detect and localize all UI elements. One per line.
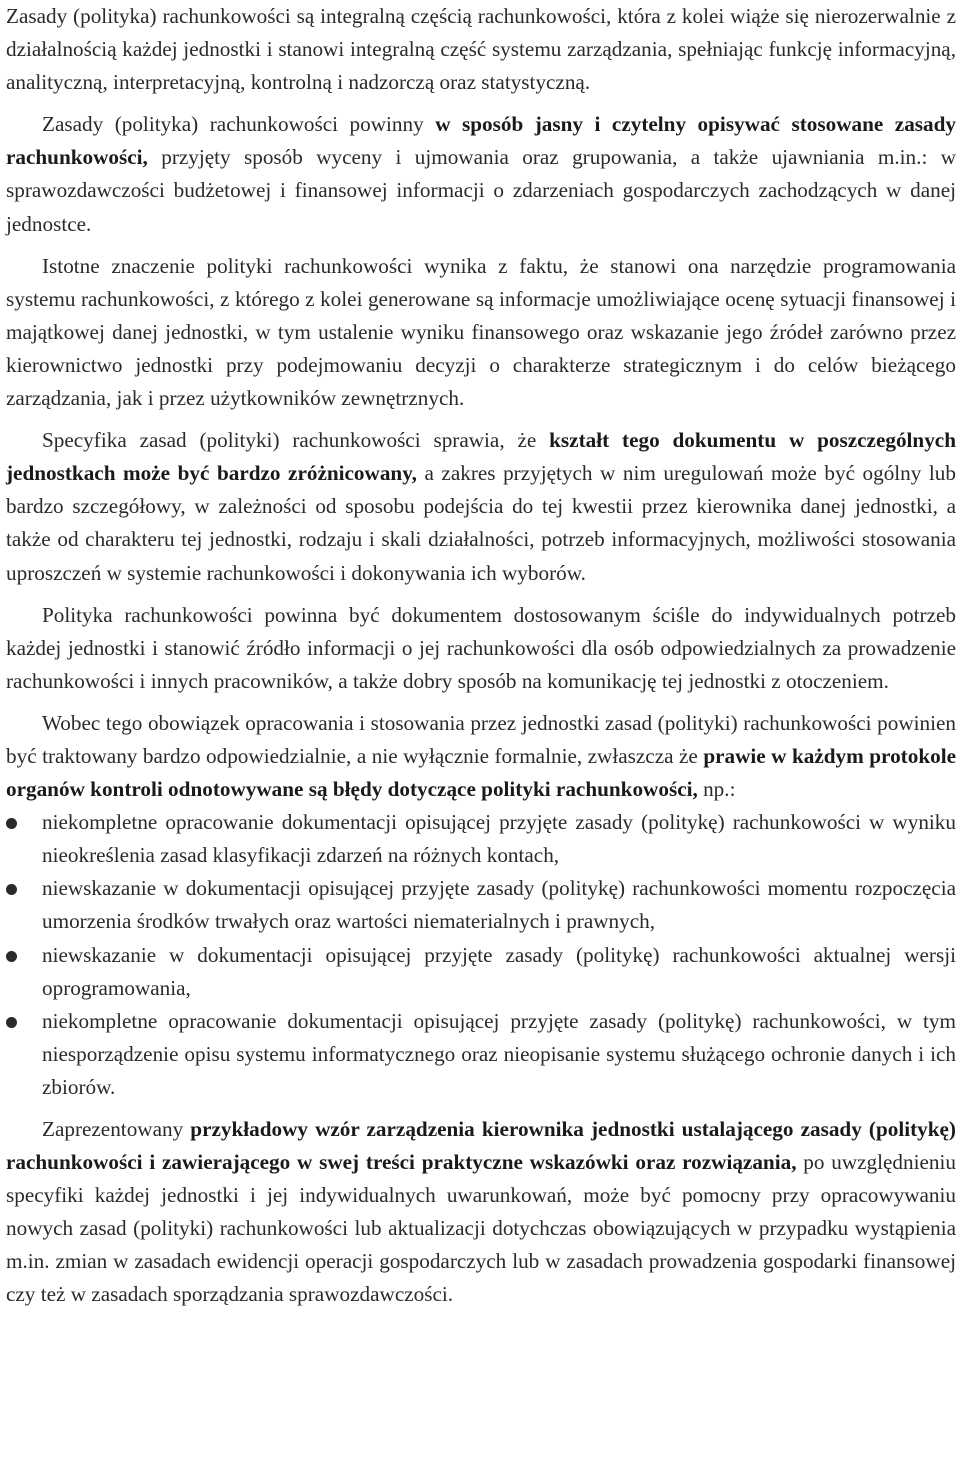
text-run: Specyfika zasad (polityki) rachunkowości sprawia, że — [42, 428, 550, 453]
bold-text-run: prawie w każdym protokole organów kontroli odnotowywane są błędy dotyczące polityki rachunkowości, — [6, 743, 956, 802]
bold-text-run: przykładowy wzór zarządzenia kierownika jednostki ustalającego zasady (politykę) rachunkowości i zawierającego w swej treści praktyczne wskazówki oraz rozwiązania, — [6, 1117, 956, 1175]
bullet-icon — [6, 951, 17, 962]
paragraph-intro — [6, 0, 956, 99]
list-item — [6, 806, 956, 872]
bold-text-run: w sposób jasny i czytelny opisywać stosowane zasady rachunkowości, — [6, 112, 956, 170]
list-item — [6, 1005, 956, 1104]
bold-text-run: kształt tego dokumentu w poszczególnych jednostkach może być bardzo zróżnicowany, — [6, 428, 956, 486]
text-run: Zaprezentowany — [42, 1117, 191, 1141]
paragraph-closing — [6, 1113, 956, 1312]
text-run: Zasady (polityka) rachunkowości są integralną częścią rachunkowości, która z kolei wiąże się nierozerwalnie z działalnością każdej jednostki i stanowi integralną część systemu zarządzania, spełniając funkcję informacyjną, analityczną, interpretacyjną, kontrolną i nadzorczą oraz statystyczną. — [6, 4, 956, 95]
bullet-icon — [6, 818, 17, 829]
list-item — [6, 939, 956, 1005]
bullet-icon — [6, 1017, 17, 1028]
text-run: Istotne znaczenie polityki rachunkowości wynika z faktu, że stanowi ona narzędzie programowania systemu rachunkowości, z którego z kolei generowane są informacje umożliwiające ocenę sytuacji finansowej i majątkowej danej jednostki, w tym ustalenie wyniku finansowego oraz wskazanie jego źródeł zarówno przez kierownictwo jednostki przy podejmowaniu decyzji o charakterze strategicznym i do celów bieżącego zarządzania, jak i przez użytkowników zewnętrznych. — [6, 253, 956, 411]
text-run: np.: — [697, 777, 736, 802]
text-run: przyjęty sposób wyceny i ujmowania oraz grupowania, a także ujawniania m.in.: w sprawozdawczości budżetowej i finansowej informacji o zdarzeniach gospodarczych zachodzących w danej jednostce. — [6, 145, 956, 236]
paragraph-significance — [6, 250, 956, 415]
paragraph-specificity — [6, 424, 956, 589]
list-item-text: niekompletne opracowanie dokumentacji opisującej przyjęte zasady (politykę) rachunkowości w wyniku nieokreślenia zasad klasyfikacji zdarzeń na różnych kontach, — [42, 810, 956, 868]
error-list — [6, 806, 956, 1104]
list-item-text: niewskazanie w dokumentacji opisującej przyjęte zasady (politykę) rachunkowości momentu rozpoczęcia umorzenia środków trwałych oraz wartości niematerialnych i prawnych, — [42, 876, 956, 934]
text-run: Polityka rachunkowości powinna być dokumentem dostosowanym ściśle do indywidualnych potrzeb każdej jednostki i stanowić źródło informacji o jej rachunkowości dla osób odpowiedzialnych za prowadzenie rachunkowości i innych pracowników, a także dobry sposób na komunikację tej jednostki z otoczeniem. — [6, 602, 956, 693]
paragraph-clarity — [6, 108, 956, 240]
bullet-icon — [6, 884, 17, 895]
list-item-text: niewskazanie w dokumentacji opisującej przyjęte zasady (politykę) rachunkowości aktualnej wersji oprogramowania, — [42, 942, 956, 1000]
text-run: Zasady (polityka) rachunkowości powinny — [42, 112, 436, 137]
paragraph-obligation — [6, 707, 956, 806]
list-item-text: niekompletne opracowanie dokumentacji opisującej przyjęte zasady (politykę) rachunkowości, w tym niesporządzenie opisu systemu informatycznego oraz nieopisanie systemu służącego ochronie danych i ich zbiorów. — [42, 1008, 956, 1099]
document-page — [6, 0, 956, 1312]
list-item — [6, 872, 956, 938]
paragraph-policy-document — [6, 599, 956, 698]
text-run: a zakres przyjętych w nim uregulowań może być ogólny lub bardzo szczegółowy, w zależności od sposobu podejścia do tej kwestii przez kierownika danej jednostki, a także od charakteru tej jednostki, rodzaju i skali działalności, potrzeb informacyjnych, możliwości stosowania uproszczeń w systemie rachunkowości i dokonywania ich wyborów. — [6, 461, 956, 585]
text-run: po uwzględnieniu specyfiki każdej jednostki i jej indywidualnych uwarunkowań, może być pomocny przy opracowywaniu nowych zasad (polityki) rachunkowości lub aktualizacji dotychczas obowiązujących w przypadku wystąpienia m.in. zmian w zasadach ewidencji operacji gospodarczych lub w zasadach prowadzenia gospodarki finansowej czy też w zasadach sporządzania sprawozdawczości. — [6, 1150, 956, 1307]
text-run: Wobec tego obowiązek opracowania i stosowania przez jednostki zasad (polityki) rachunkowości powinien być traktowany bardzo odpowiedzialnie, a nie wyłącznie formalnie, zwłaszcza że — [6, 710, 956, 768]
